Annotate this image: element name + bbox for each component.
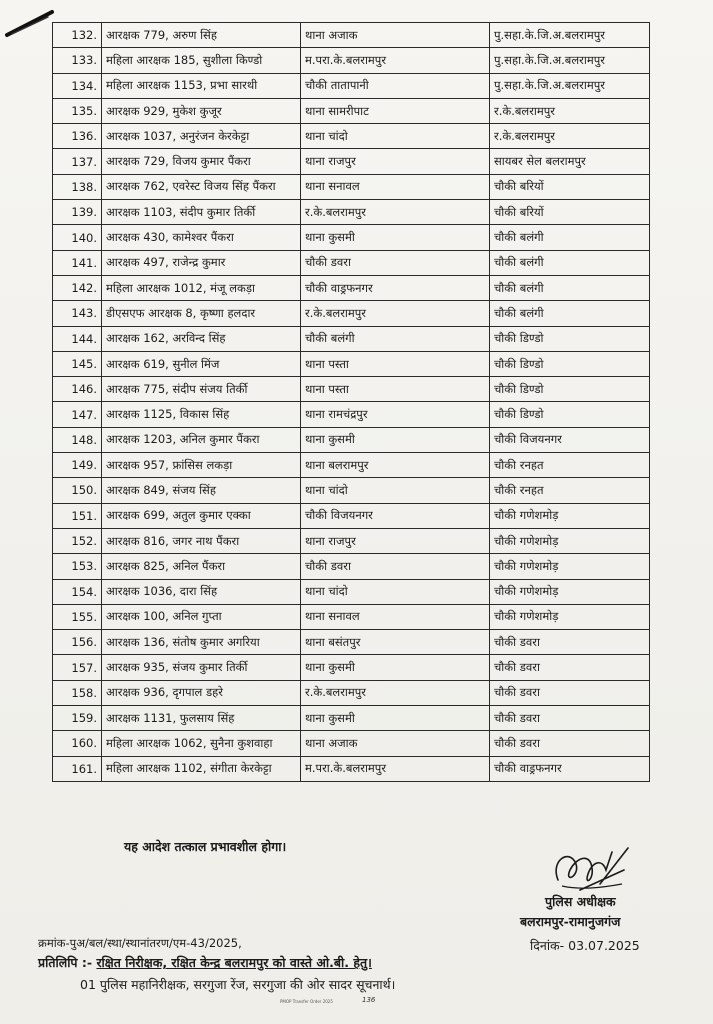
posted-from: थाना राजपुर <box>301 149 490 174</box>
table-row <box>53 98 650 123</box>
employee-name: आरक्षक 430, कामेश्वर पैंकरा <box>102 225 301 250</box>
table-row <box>53 731 650 756</box>
row-number: 145. <box>53 351 102 376</box>
table-row <box>53 73 650 98</box>
posted-from: थाना राजपुर <box>301 528 490 553</box>
employee-name: महिला आरक्षक 1153, प्रभा सारथी <box>102 73 301 98</box>
posted-to: पु.सहा.के.जि.अ.बलरामपुर <box>490 73 650 98</box>
posted-to: चौकी डिण्डो <box>490 377 650 402</box>
row-number: 154. <box>53 579 102 604</box>
table-row <box>53 427 650 452</box>
posted-from: चौकी तातापानी <box>301 73 490 98</box>
row-number: 138. <box>53 174 102 199</box>
table-row <box>53 149 650 174</box>
table-row <box>53 604 650 629</box>
employee-name: महिला आरक्षक 1012, मंजू लकड़ा <box>102 275 301 300</box>
order-date-value: 03.07.2025 <box>568 938 640 953</box>
table-row <box>53 579 650 604</box>
posted-to: चौकी गणेशमोड़ <box>490 528 650 553</box>
posted-from: थाना पस्ता <box>301 377 490 402</box>
row-number: 141. <box>53 250 102 275</box>
employee-name: आरक्षक 825, अनिल पैंकरा <box>102 554 301 579</box>
row-number: 147. <box>53 402 102 427</box>
table-row <box>53 351 650 376</box>
row-number: 148. <box>53 427 102 452</box>
posted-to: चौकी वाड्रफनगर <box>490 756 650 781</box>
posted-from: थाना रामचंद्रपुर <box>301 402 490 427</box>
row-number: 135. <box>53 98 102 123</box>
posted-from: थाना बसंतपुर <box>301 630 490 655</box>
table-row <box>53 250 650 275</box>
posted-to: चौकी बलंगी <box>490 301 650 326</box>
employee-name: आरक्षक 1203, अनिल कुमार पैंकरा <box>102 427 301 452</box>
posted-to: चौकी रनहत <box>490 478 650 503</box>
row-number: 143. <box>53 301 102 326</box>
row-number: 144. <box>53 326 102 351</box>
employee-name: आरक्षक 929, मुकेश कुजूर <box>102 98 301 123</box>
table-row <box>53 528 650 553</box>
posted-to: र.के.बलरामपुर <box>490 124 650 149</box>
row-number: 159. <box>53 706 102 731</box>
posted-to: र.के.बलरामपुर <box>490 98 650 123</box>
table-row <box>53 503 650 528</box>
row-number: 158. <box>53 680 102 705</box>
table-row <box>53 48 650 73</box>
order-date-label: दिनांक- <box>530 938 565 953</box>
posted-from: थाना सनावल <box>301 604 490 629</box>
row-number: 140. <box>53 225 102 250</box>
posted-from: थाना अजाक <box>301 23 490 48</box>
posted-from: चौकी विजयनगर <box>301 503 490 528</box>
order-number: क्रमांक-पुअ/बल/स्था/स्थानांतरण/एम-43/2025, <box>38 936 242 950</box>
employee-name: आरक्षक 816, जगर नाथ पैंकरा <box>102 528 301 553</box>
posted-to: चौकी बलंगी <box>490 250 650 275</box>
employee-name: आरक्षक 779, अरुण सिंह <box>102 23 301 48</box>
employee-name: आरक्षक 136, संतोष कुमार अगरिया <box>102 630 301 655</box>
posted-from: थाना कुसमी <box>301 225 490 250</box>
employee-name: आरक्षक 936, दृगपाल डहरे <box>102 680 301 705</box>
transfer-table-body <box>53 23 650 782</box>
employee-name: आरक्षक 729, विजय कुमार पैंकरा <box>102 149 301 174</box>
footer-caption: PMOP Transfer Order 2025 <box>280 999 333 1004</box>
row-number: 160. <box>53 731 102 756</box>
employee-name: आरक्षक 1103, संदीप कुमार तिर्की <box>102 200 301 225</box>
table-row <box>53 301 650 326</box>
row-number: 152. <box>53 528 102 553</box>
table-row <box>53 453 650 478</box>
posted-to: सायबर सेल बलरामपुर <box>490 149 650 174</box>
pen-stroke-mark <box>4 8 56 38</box>
posted-from: थाना कुसमी <box>301 706 490 731</box>
employee-name: आरक्षक 699, अतुल कुमार एक्का <box>102 503 301 528</box>
posted-to: चौकी विजयनगर <box>490 427 650 452</box>
posted-from: थाना चांदो <box>301 124 490 149</box>
signatory-title: पुलिस अधीक्षक <box>545 894 616 909</box>
posted-from: थाना चांदो <box>301 579 490 604</box>
copy-target: रक्षित निरीक्षक, रक्षित केन्द्र बलरामपुर को वास्ते ओ.बी. हेतु। <box>96 955 372 970</box>
posted-to: पु.सहा.के.जि.अ.बलरामपुर <box>490 48 650 73</box>
employee-name: आरक्षक 1037, अनुरंजन केरकेट्टा <box>102 124 301 149</box>
row-number: 132. <box>53 23 102 48</box>
posted-from: थाना चांदो <box>301 478 490 503</box>
posted-to: चौकी डवरा <box>490 706 650 731</box>
table-row <box>53 478 650 503</box>
posted-to: चौकी डवरा <box>490 655 650 680</box>
table-row <box>53 630 650 655</box>
row-number: 157. <box>53 655 102 680</box>
copy-recipient-1: 01 पुलिस महानिरीक्षक, सरगुजा रेंज, सरगुजा की ओर सादर सूचनार्थ। <box>80 977 396 992</box>
employee-name: आरक्षक 1036, दारा सिंह <box>102 579 301 604</box>
posted-to: चौकी डवरा <box>490 680 650 705</box>
row-number: 142. <box>53 275 102 300</box>
table-row <box>53 706 650 731</box>
employee-name: आरक्षक 1125, विकास सिंह <box>102 402 301 427</box>
employee-name: आरक्षक 619, सुनील मिंज <box>102 351 301 376</box>
posted-to: चौकी रनहत <box>490 453 650 478</box>
employee-name: आरक्षक 497, राजेन्द्र कुमार <box>102 250 301 275</box>
row-number: 156. <box>53 630 102 655</box>
posted-from: चौकी बलंगी <box>301 326 490 351</box>
posted-to: चौकी डिण्डो <box>490 402 650 427</box>
posted-from: चौकी डवरा <box>301 250 490 275</box>
employee-name: आरक्षक 849, संजय सिंह <box>102 478 301 503</box>
posted-from: थाना कुसमी <box>301 655 490 680</box>
table-row <box>53 377 650 402</box>
table-row <box>53 756 650 781</box>
row-number: 155. <box>53 604 102 629</box>
posted-to: चौकी डवरा <box>490 630 650 655</box>
table-row <box>53 680 650 705</box>
table-row <box>53 554 650 579</box>
posted-from: चौकी डवरा <box>301 554 490 579</box>
row-number: 149. <box>53 453 102 478</box>
table-row <box>53 655 650 680</box>
employee-name: आरक्षक 162, अरविन्द सिंह <box>102 326 301 351</box>
posted-to: चौकी डिण्डो <box>490 351 650 376</box>
posted-from: थाना कुसमी <box>301 427 490 452</box>
table-row <box>53 200 650 225</box>
employee-name: आरक्षक 775, संदीप संजय तिर्की <box>102 377 301 402</box>
signatory-place: बलरामपुर-रामानुजगंज <box>520 914 621 929</box>
row-number: 151. <box>53 503 102 528</box>
employee-name: आरक्षक 100, अनिल गुप्ता <box>102 604 301 629</box>
table-row <box>53 174 650 199</box>
employee-name: महिला आरक्षक 1102, संगीता केरकेट्टा <box>102 756 301 781</box>
posted-from: थाना सामरीपाट <box>301 98 490 123</box>
order-date <box>530 937 640 954</box>
copy-label: प्रतिलिपि :- <box>38 955 93 970</box>
posted-to: चौकी डवरा <box>490 731 650 756</box>
transfer-table <box>52 22 650 782</box>
table-row <box>53 225 650 250</box>
row-number: 133. <box>53 48 102 73</box>
posted-to: चौकी बलंगी <box>490 275 650 300</box>
employee-name: आरक्षक 935, संजय कुमार तिर्की <box>102 655 301 680</box>
posted-to: चौकी गणेशमोड़ <box>490 503 650 528</box>
posted-from: म.परा.के.बलरामपुर <box>301 756 490 781</box>
table-row <box>53 124 650 149</box>
row-number: 150. <box>53 478 102 503</box>
posted-from: म.परा.के.बलरामपुर <box>301 48 490 73</box>
posted-from: थाना सनावल <box>301 174 490 199</box>
posted-to: चौकी बरियों <box>490 200 650 225</box>
row-number: 153. <box>53 554 102 579</box>
posted-from: र.के.बलरामपुर <box>301 301 490 326</box>
posted-from: थाना बलरामपुर <box>301 453 490 478</box>
employee-name: आरक्षक 762, एवरेस्ट विजय सिंह पैंकरा <box>102 174 301 199</box>
row-number: 134. <box>53 73 102 98</box>
posted-to: चौकी बलंगी <box>490 225 650 250</box>
row-number: 137. <box>53 149 102 174</box>
posted-from: र.के.बलरामपुर <box>301 680 490 705</box>
posted-from: र.के.बलरामपुर <box>301 200 490 225</box>
posted-to: चौकी डिण्डो <box>490 326 650 351</box>
order-effect-text: यह आदेश तत्काल प्रभावशील होगा। <box>124 839 287 854</box>
posted-from: थाना अजाक <box>301 731 490 756</box>
row-number: 161. <box>53 756 102 781</box>
posted-to: चौकी बरियों <box>490 174 650 199</box>
copy-to-line <box>38 954 372 971</box>
posted-to: चौकी गणेशमोड़ <box>490 604 650 629</box>
row-number: 136. <box>53 124 102 149</box>
row-number: 139. <box>53 200 102 225</box>
posted-to: पु.सहा.के.जि.अ.बलरामपुर <box>490 23 650 48</box>
employee-name: आरक्षक 957, फ्रांसिस लकड़ा <box>102 453 301 478</box>
table-row <box>53 275 650 300</box>
employee-name: डीएसएफ आरक्षक 8, कृष्णा हलदार <box>102 301 301 326</box>
employee-name: आरक्षक 1131, फुलसाय सिंह <box>102 706 301 731</box>
footer-page-number: 136 <box>362 996 376 1004</box>
posted-to: चौकी गणेशमोड़ <box>490 579 650 604</box>
posted-to: चौकी गणेशमोड़ <box>490 554 650 579</box>
table-row <box>53 402 650 427</box>
table-row <box>53 326 650 351</box>
posted-from: थाना पस्ता <box>301 351 490 376</box>
employee-name: महिला आरक्षक 185, सुशीला किण्डो <box>102 48 301 73</box>
table-row <box>53 23 650 48</box>
row-number: 146. <box>53 377 102 402</box>
posted-from: चौकी वाड्रफनगर <box>301 275 490 300</box>
employee-name: महिला आरक्षक 1062, सुनैना कुशवाहा <box>102 731 301 756</box>
